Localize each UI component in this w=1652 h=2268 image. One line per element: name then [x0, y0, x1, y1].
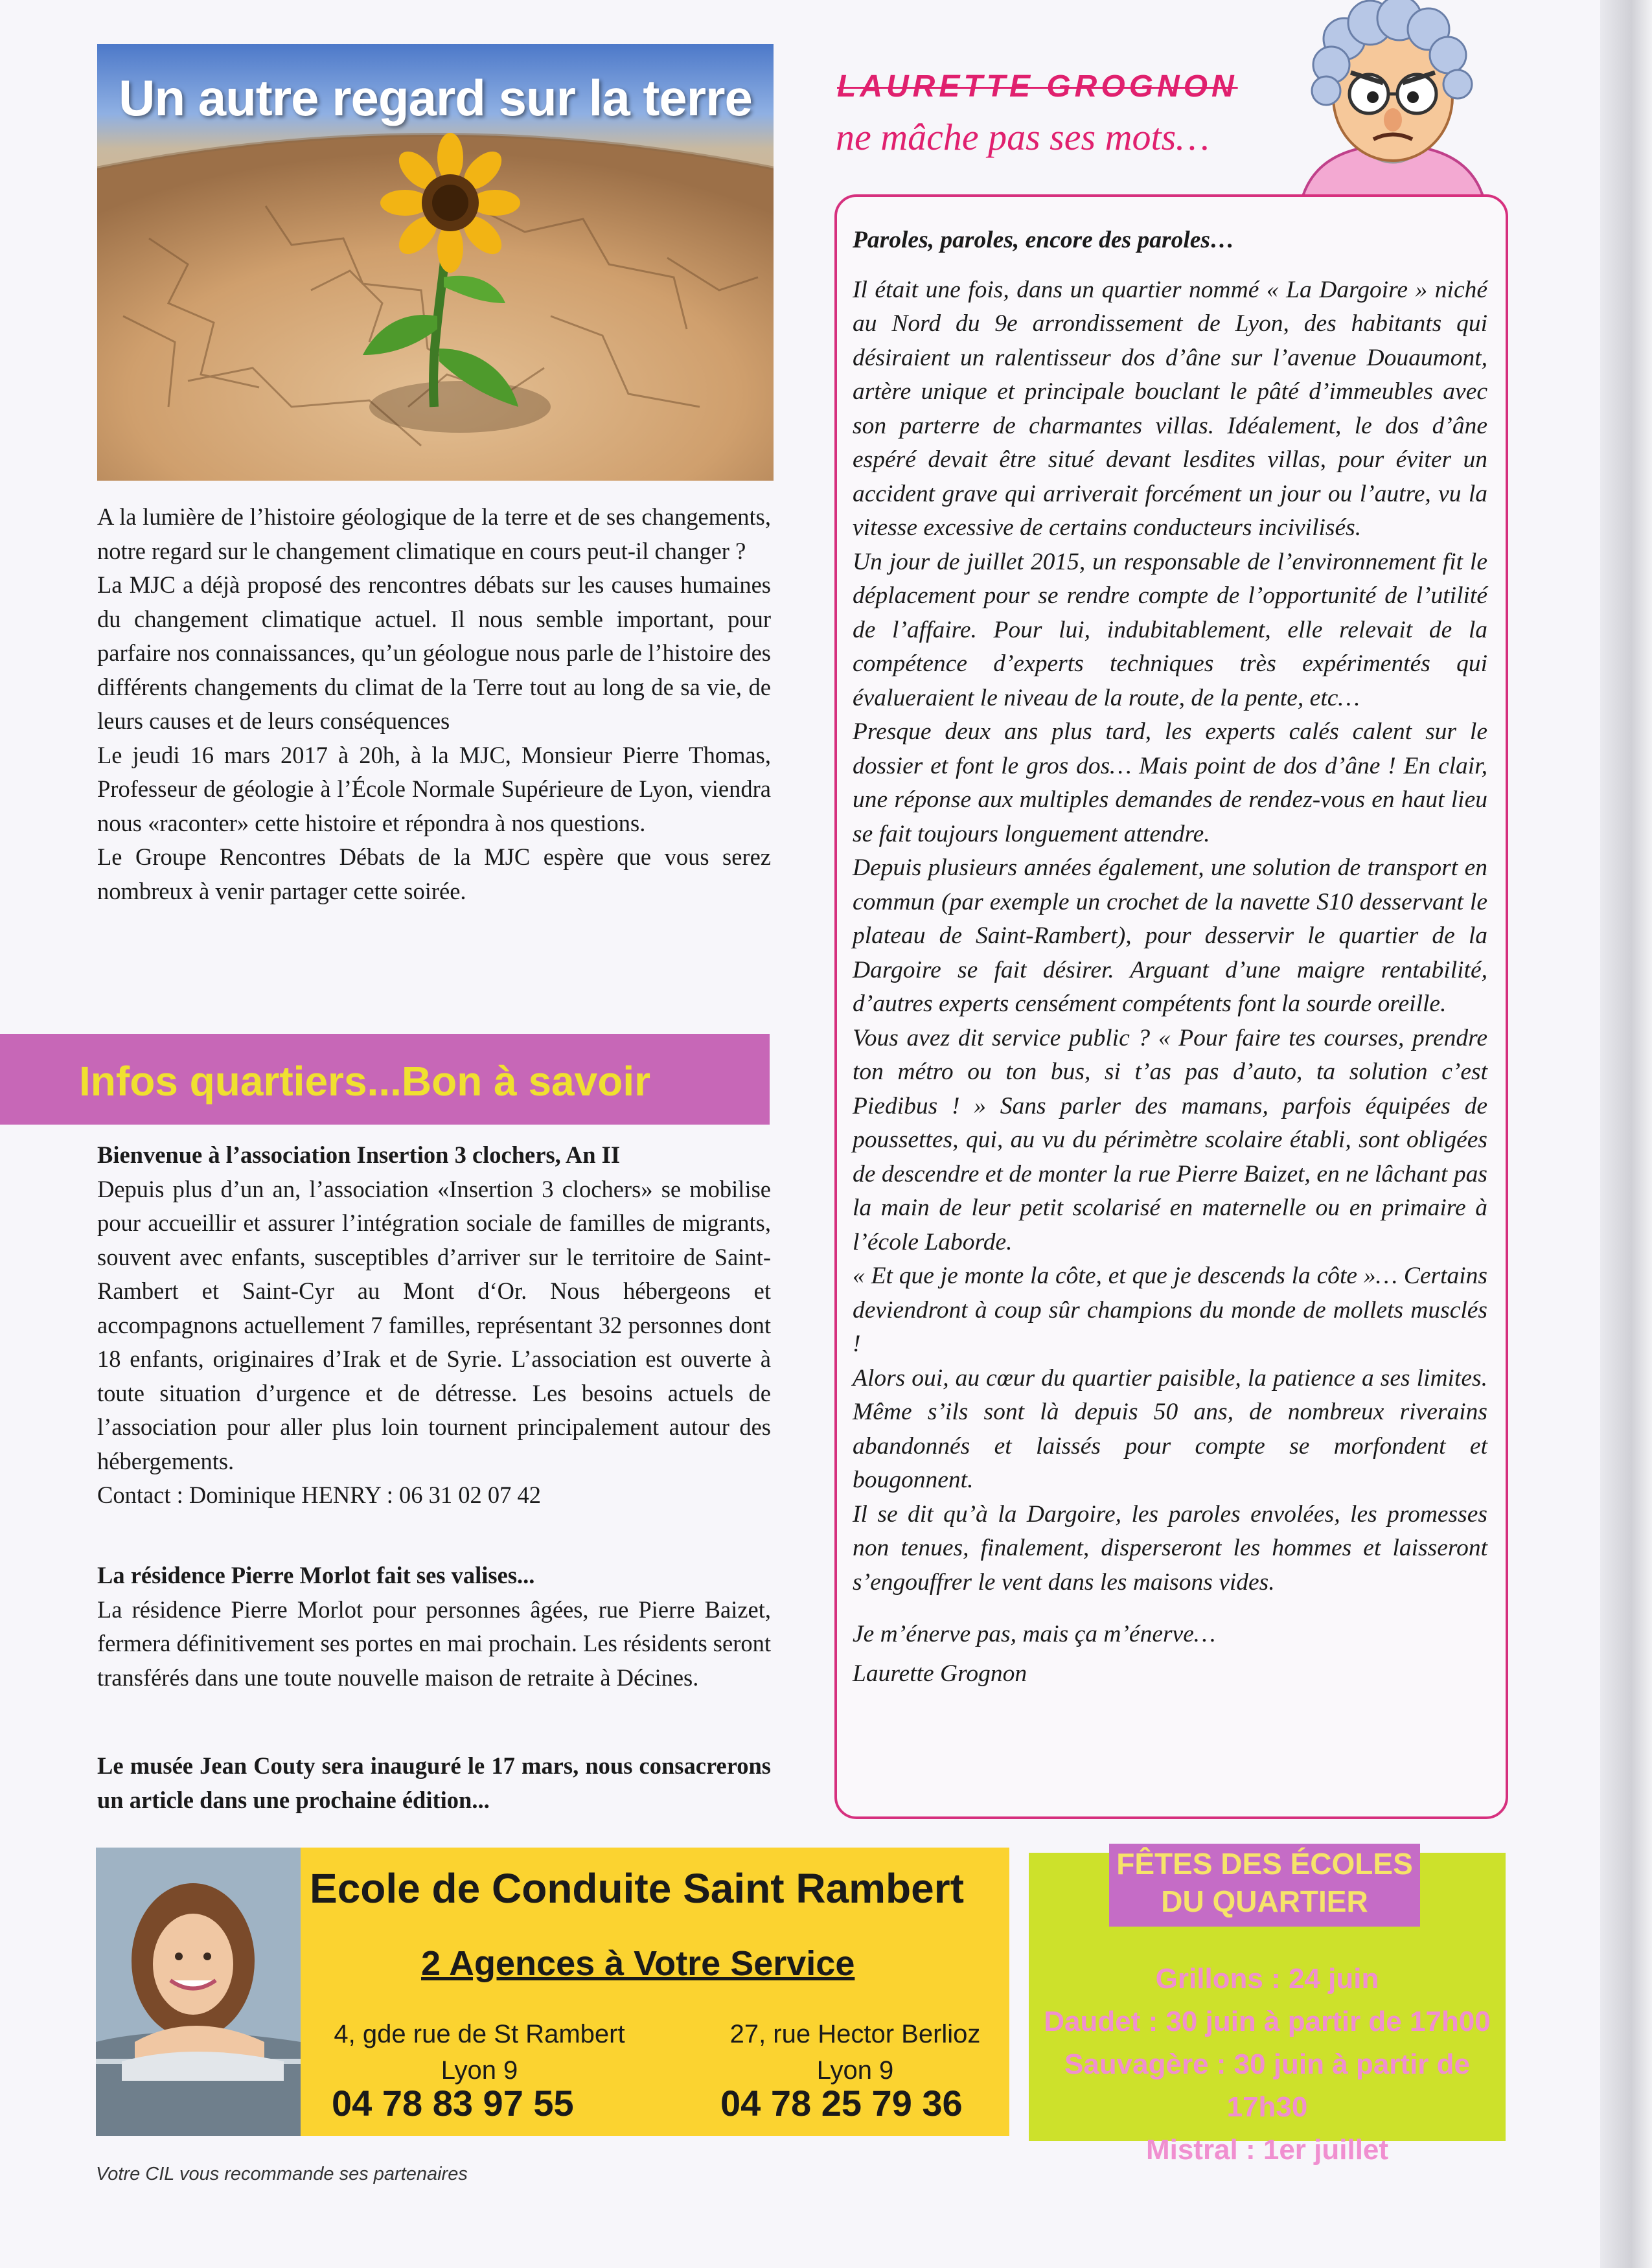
woman-photo-illustration: [96, 1848, 301, 2136]
column-paragraph: « Et que je monte la côte, et que je descends la côte »… Certains deviendront à coup sûr champions du monde de mollets musclés !: [853, 1263, 1487, 1357]
agency1-city: Lyon 9: [441, 2056, 518, 2085]
fetes-list: [1029, 1958, 1506, 2171]
column-text: [853, 223, 1487, 1691]
fetes-list-item: Daudet : 30 juin à partir de 17h00: [1044, 2006, 1491, 2037]
fetes-title-line1: FÊTES DES ÉCOLES: [1116, 1847, 1413, 1881]
infos-item-body: Le musée Jean Couty sera inauguré le 17 mars, nous consacrerons un article dans une prochaine édition...: [97, 1752, 771, 1813]
infos-item-contact: Contact : Dominique HENRY : 06 31 02 07 42: [97, 1482, 542, 1508]
agency2-address-block: [719, 2016, 991, 2089]
column-paragraph: Alors oui, au cœur du quartier paisible, la patience a ses limites. Même s’ils sont là depuis 50 ans, de nombreux riverains abandonnés et laissés pour compte se morfondent et bougonnent.: [853, 1364, 1487, 1493]
ad-driving-title: Ecole de Conduite Saint Rambert: [310, 1865, 964, 1912]
hero-title: Un autre regard sur la terre: [119, 69, 752, 126]
agency1-address-block: [324, 2016, 635, 2089]
ad-photo-woman-car: [96, 1848, 301, 2136]
ad-driving-subtitle: 2 Agences à Votre Service: [421, 1944, 855, 1983]
infos-item-body: La résidence Pierre Morlot pour personnes âgées, rue Pierre Baizet, fermera définitivement ses portes en mai prochain. Les résidents seront transférés dans une toute nouvelle maison de retraite à Décines.: [97, 1596, 771, 1691]
intro-paragraph: La MJC a déjà proposé des rencontres débats sur les causes humaines du changement climatique actuel. Il nous semble important, pour parfaire nos connaissances, qu’un géologue nous parle de l’histoire des différents changements du climat de la Terre tout au long de sa vie, de leurs causes et de leurs conséquences: [97, 571, 771, 734]
infos-item-residence: [97, 1559, 771, 1695]
infos-section-title: Infos quartiers...Bon à savoir: [79, 1058, 650, 1105]
agency1-address: 4, gde rue de St Rambert: [334, 2020, 625, 2048]
column-paragraph: Il était une fois, dans un quartier nommé « La Dargoire » niché au Nord du 9e arrondissement de Lyon, des habitants qui désiraient un ralentisseur dos d’âne sur l’avenue Douaumont, artère unique et principale bouclant le pâté d’immeubles avec son parterre de charmantes villas. Idéalement, le dos d’âne espéré devait être situé devant lesdites villas, pour éviter un accident grave qui arriverait forcément un jour ou l’autre, vu la vitesse excessive de certains conducteurs incivilisés.: [853, 276, 1487, 541]
agency1-phone: 04 78 83 97 55: [332, 2083, 574, 2124]
column-paragraph: Depuis plusieurs années également, une solution de transport en commun (par exemple un crochet de la navette S10 desservant le plateau de Saint-Rambert), pour desservir le quartier de la Dargoire se fait désirer. Arguant d’une maigre rentabilité, d’autres experts censément compétents font la sourde oreille.: [853, 854, 1487, 1017]
infos-item-body: Depuis plus d’un an, l’association «Insertion 3 clochers» se mobilise pour accueillir et assurer l’intégration sociale de familles de migrants, souvent avec enfants, susceptibles d’arriver sur le territoire de Saint-Rambert et Saint-Cyr au Mont d‘Or. Nous hébergeons et accompagnons actuellement 7 familles, représentant 32 personnes dont 18 enfants, originaires d’Irak et de Syrie. L’association est ouverte à toute situation d’urgence et de détresse. Les besoins actuels de l’association pour aller plus loin tournent principalement autour des hébergements.: [97, 1175, 771, 1474]
agency2-city: Lyon 9: [816, 2056, 894, 2085]
column-signature: Laurette Grognon: [853, 1660, 1027, 1687]
infos-item-title: La résidence Pierre Morlot fait ses valises...: [97, 1562, 535, 1588]
hero-image-cracked-earth-sunflower: [97, 44, 774, 481]
infos-item-musee: [97, 1749, 771, 1817]
fetes-list-item: Mistral : 1er juillet: [1145, 2134, 1389, 2166]
column-heading: Paroles, paroles, encore des paroles…: [853, 227, 1235, 253]
fetes-title-line2: DU QUARTIER: [1161, 1884, 1368, 1918]
column-paragraph: Un jour de juillet 2015, un responsable de l’environnement fit le déplacement pour se rendre compte de l’opportunité de l’utilité de l’affaire. Pour lui, indubitablement, elle relevait de la compétence d’experts techniques très expérimentés qui évalueraient le niveau de la route, de la pente, etc…: [853, 548, 1487, 711]
column-paragraph: Presque deux ans plus tard, les experts calés calent sur le dossier et font le gros dos… Mais point de dos d’âne ! En clair, une réponse aux multiples demandes de rendez-vous en haut lieu se fait toujours longuement attendre.: [853, 718, 1487, 847]
column-author-name: LAURETTE GROGNON: [837, 69, 1238, 104]
page-edge: [1600, 0, 1652, 2268]
fetes-list-item: Sauvagère : 30 juin à partir de 17h30: [1064, 2048, 1470, 2123]
column-closing: Je m’énerve pas, mais ça m’énerve…: [853, 1621, 1216, 1647]
column-paragraph: Vous avez dit service public ? « Pour faire tes courses, prendre ton métro ou ton bus, si t’as pas d’auto, ta solution c’est Piedibus ! » Sans parler des mamans, parfois équipées de poussettes, qui, au vu du périmètre scolaire établi, sont obligées de descendre et de monter la rue Pierre Baizet, en ne lâchant pas la main de leur petit scolarisé en maternelle ou en primaire à l’école Laborde.: [853, 1024, 1487, 1255]
column-tagline: ne mâche pas ses mots…: [836, 116, 1210, 158]
intro-paragraph: A la lumière de l’histoire géologique de la terre et de ses changements, notre regard sur le changement climatique en cours peut-il changer ?: [97, 503, 771, 564]
agency2-phone: 04 78 25 79 36: [720, 2083, 963, 2124]
column-paragraph: Il se dit qu’à la Dargoire, les paroles envolées, les promesses non tenues, finalement, disperseront les hommes et laisseront s’engouffrer le vent dans les maisons vides.: [853, 1500, 1487, 1596]
infos-item-title: Bienvenue à l’association Insertion 3 clochers, An II: [97, 1141, 621, 1168]
fetes-list-item: Grillons : 24 juin: [1155, 1963, 1379, 1995]
footer-note: Votre CIL vous recommande ses partenaires: [96, 2164, 468, 2184]
fetes-title: [1109, 1845, 1420, 1920]
infos-item-insertion: [97, 1138, 771, 1513]
intro-paragraph: Le jeudi 16 mars 2017 à 20h, à la MJC, Monsieur Pierre Thomas, Professeur de géologie à l’École Normale Supérieure de Lyon, viendra nous «raconter» cette histoire et répondra à nos questions.: [97, 741, 771, 836]
intro-article: [97, 500, 771, 908]
intro-paragraph: Le Groupe Rencontres Débats de la MJC espère que vous serez nombreux à venir partager cette soirée.: [97, 843, 771, 904]
granny-cartoon-icon: [1286, 0, 1500, 217]
agency2-address: 27, rue Hector Berlioz: [729, 2020, 981, 2048]
